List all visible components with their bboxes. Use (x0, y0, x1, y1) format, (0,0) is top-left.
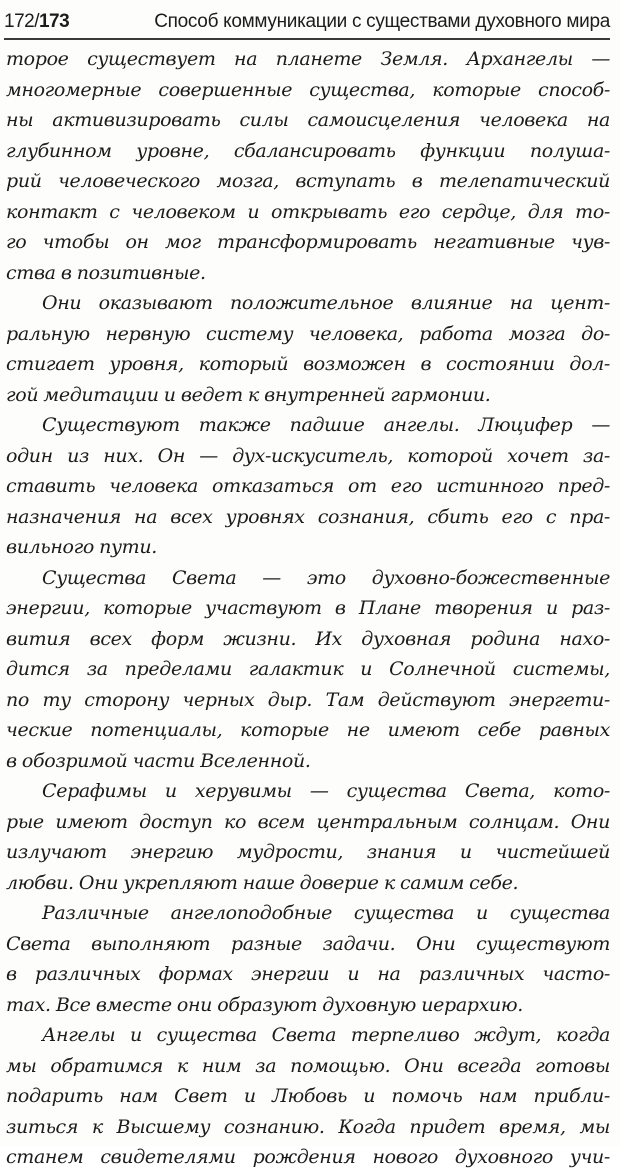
paragraph (6, 563, 610, 777)
text-line: Они оказывают положительное влияние на цент- (42, 292, 610, 314)
text-line: Существа Света — это духовно-божественные (42, 566, 610, 589)
text-line: в различных формах энергии и на различных часто- (6, 963, 610, 985)
text-line: вильного пути. (6, 536, 157, 558)
paragraph (6, 410, 610, 563)
text-line: любви. Они укрепляют наше доверие к самим себе. (6, 871, 519, 894)
text-line: по ту сторону черных дыр. Там действуют энергети- (6, 688, 610, 711)
text-line: станем свидетелями рождения нового духовного учи- (6, 1146, 610, 1168)
text-line: вития всех форм жизни. Их духовная родина нахо- (6, 627, 610, 650)
page-number-total: 173 (38, 11, 70, 32)
text-line: Существуют также падшие ангелы. Люцифер — (42, 414, 610, 436)
body-text (6, 44, 610, 1173)
paragraph (6, 288, 610, 410)
text-line: один из них. Он — дух-искуситель, которой хочет за- (6, 444, 610, 467)
text-line: энергии, которые участвуют в Плане творения и раз- (6, 597, 610, 619)
text-line: назначения на всех уровнях сознания, сбить его с пра- (6, 505, 610, 528)
paragraph (6, 44, 610, 288)
text-line: Серафимы и херувимы — существа Света, кото- (42, 780, 610, 802)
text-line: рые имеют доступ ко всем центральным солнцам. Они (6, 810, 610, 833)
text-line: гой медитации и ведет к внутренней гармонии. (6, 383, 491, 406)
text-line: ральную нервную систему человека, работа мозга до- (6, 322, 610, 345)
text-line: контакт с человеком и открывать его сердце, для то- (6, 200, 610, 223)
paragraph (6, 898, 610, 1020)
text-line: в обозримой части Вселенной. (6, 749, 311, 772)
paragraph (6, 1020, 610, 1173)
text-line: ческие потенциалы, которые не имеют себе равных (6, 719, 610, 741)
text-line: Света выполняют разные задачи. Они существуют (6, 932, 610, 955)
text-line: тах. Все вместе они образуют духовную иерархию. (6, 993, 523, 1016)
text-line: глубинном уровне, сбалансировать функции полуша- (6, 139, 610, 162)
text-line: подарить нам Свет и Любовь и помочь нам прибли- (6, 1085, 610, 1107)
text-line: стигает уровня, который возможен в состоянии дол- (6, 353, 610, 375)
text-line: многомерные совершенные существа, которые способ- (6, 78, 610, 101)
running-title: Способ коммуникации с существами духовного мира (154, 11, 610, 32)
text-line: излучают энергию мудрости, знания и чистейшей (6, 841, 610, 863)
page-number-current: 172/ (4, 11, 39, 32)
text-line: Ангелы и существа Света терпеливо ждут, когда (42, 1024, 610, 1046)
page-header (4, 4, 610, 40)
text-line: рий человеческого мозга, вступать в телепатический (6, 170, 610, 192)
paragraph (6, 776, 610, 898)
page-number (4, 11, 69, 33)
text-line: зиться к Высшему сознанию. Когда придет время, мы (6, 1115, 610, 1138)
text-line: мы обратимся к ним за помощью. Они всегда готовы (6, 1054, 610, 1077)
text-line: торое существует на планете Земля. Архангелы — (6, 48, 610, 70)
text-line: дится за пределами галактик и Солнечной системы, (6, 658, 610, 680)
text-line: Различные ангелоподобные существа и существа (42, 902, 610, 924)
text-line: го чтобы он мог трансформировать негативные чув- (6, 231, 610, 253)
text-line: ны активизировать силы самоисцеления человека на (6, 109, 610, 131)
text-line: ства в позитивные. (6, 261, 206, 284)
text-line: ставить человека отказаться от его истинного пред- (6, 475, 610, 497)
